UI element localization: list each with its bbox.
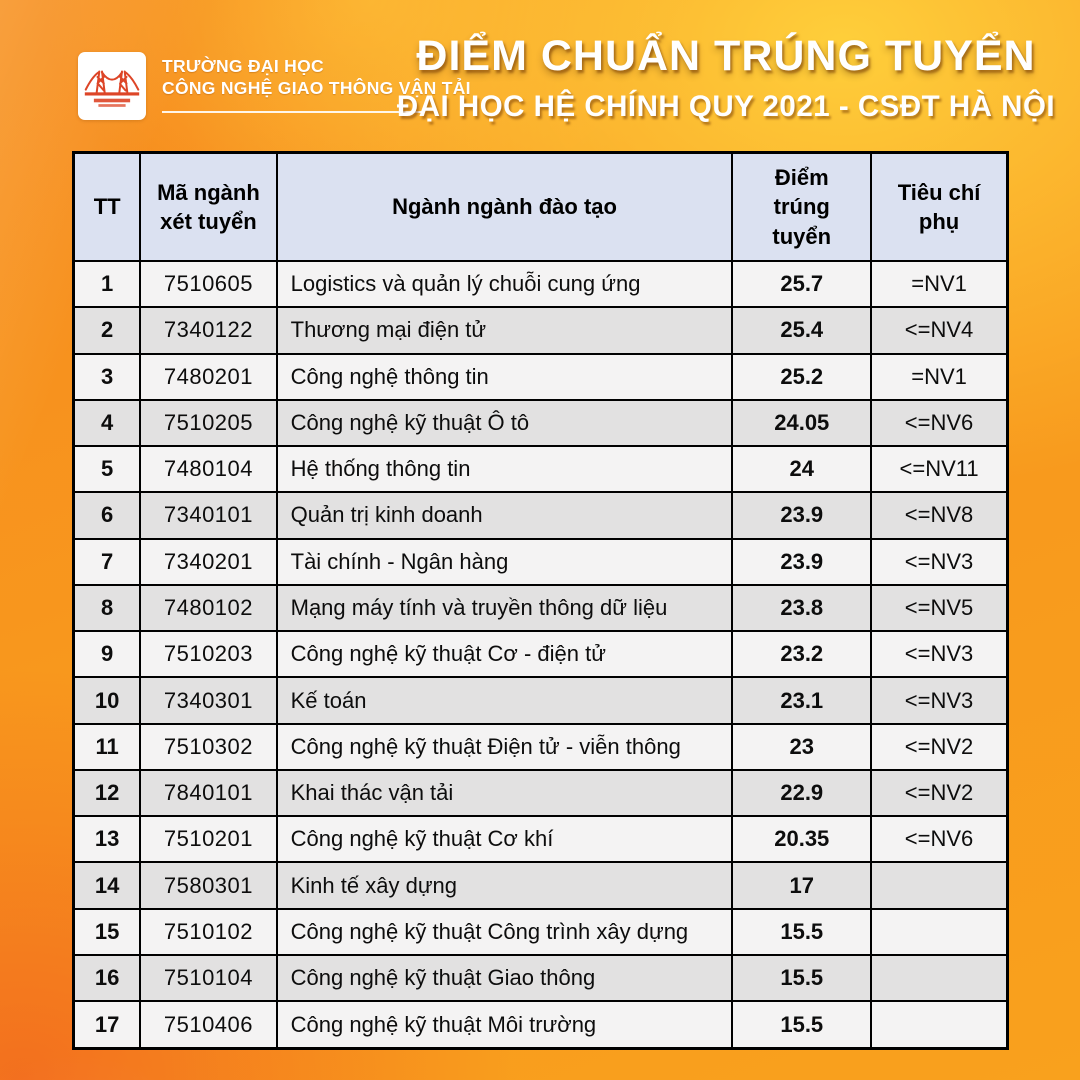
row-index-cell: 12 xyxy=(74,770,141,816)
header-cell-tt: TT xyxy=(74,153,141,262)
brand-underline-divider xyxy=(162,111,424,113)
row-index-cell: 9 xyxy=(74,631,141,677)
table-row xyxy=(74,909,1008,955)
major-name-cell: Kinh tế xây dựng xyxy=(277,862,733,908)
table-row xyxy=(74,1001,1008,1048)
criteria-cell: <=NV5 xyxy=(871,585,1007,631)
major-name-cell: Công nghệ kỹ thuật Điện tử - viễn thông xyxy=(277,724,733,770)
major-name-cell: Khai thác vận tải xyxy=(277,770,733,816)
table-header-row xyxy=(74,153,1008,262)
table-header xyxy=(74,153,1008,262)
major-name-cell: Kế toán xyxy=(277,677,733,723)
table-row xyxy=(74,955,1008,1001)
criteria-cell: <=NV4 xyxy=(871,307,1007,353)
university-logo xyxy=(78,52,146,120)
major-code-cell: 7340201 xyxy=(140,539,276,585)
major-code-cell: 7580301 xyxy=(140,862,276,908)
table-row xyxy=(74,400,1008,446)
table-row xyxy=(74,539,1008,585)
criteria-cell: <=NV6 xyxy=(871,400,1007,446)
major-code-cell: 7510205 xyxy=(140,400,276,446)
score-cell: 25.4 xyxy=(732,307,871,353)
university-name-line2: CÔNG NGHỆ GIAO THÔNG VẬN TẢI xyxy=(162,78,471,98)
score-cell: 23.1 xyxy=(732,677,871,723)
major-name-cell: Công nghệ kỹ thuật Giao thông xyxy=(277,955,733,1001)
score-cell: 17 xyxy=(732,862,871,908)
criteria-cell xyxy=(871,862,1007,908)
page-subtitle: ĐẠI HỌC HỆ CHÍNH QUY 2021 - CSĐT HÀ NỘI xyxy=(396,90,1056,123)
criteria-cell xyxy=(871,1001,1007,1048)
score-cell: 23 xyxy=(732,724,871,770)
row-index-cell: 15 xyxy=(74,909,141,955)
title-block xyxy=(390,32,1062,124)
major-code-cell: 7340101 xyxy=(140,492,276,538)
score-cell: 24 xyxy=(732,446,871,492)
score-cell: 15.5 xyxy=(732,909,871,955)
score-cell: 20.35 xyxy=(732,816,871,862)
criteria-cell: <=NV2 xyxy=(871,724,1007,770)
criteria-cell: <=NV3 xyxy=(871,677,1007,723)
major-code-cell: 7510104 xyxy=(140,955,276,1001)
major-code-cell: 7480104 xyxy=(140,446,276,492)
table-row xyxy=(74,354,1008,400)
major-code-cell: 7510203 xyxy=(140,631,276,677)
major-name-cell: Hệ thống thông tin xyxy=(277,446,733,492)
table-row xyxy=(74,307,1008,353)
row-index-cell: 13 xyxy=(74,816,141,862)
major-name-cell: Công nghệ thông tin xyxy=(277,354,733,400)
criteria-cell: =NV1 xyxy=(871,261,1007,307)
row-index-cell: 16 xyxy=(74,955,141,1001)
major-name-cell: Logistics và quản lý chuỗi cung ứng xyxy=(277,261,733,307)
table-row xyxy=(74,585,1008,631)
major-code-cell: 7840101 xyxy=(140,770,276,816)
scores-table-body xyxy=(74,261,1008,1049)
row-index-cell: 1 xyxy=(74,261,141,307)
score-cell: 25.2 xyxy=(732,354,871,400)
major-code-cell: 7340301 xyxy=(140,677,276,723)
major-code-cell: 7480201 xyxy=(140,354,276,400)
major-code-cell: 7510201 xyxy=(140,816,276,862)
criteria-cell: <=NV6 xyxy=(871,816,1007,862)
score-cell: 23.8 xyxy=(732,585,871,631)
major-code-cell: 7480102 xyxy=(140,585,276,631)
major-name-cell: Công nghệ kỹ thuật Công trình xây dựng xyxy=(277,909,733,955)
major-code-cell: 7510102 xyxy=(140,909,276,955)
criteria-cell xyxy=(871,955,1007,1001)
major-code-cell: 7340122 xyxy=(140,307,276,353)
major-name-cell: Thương mại điện tử xyxy=(277,307,733,353)
table-row xyxy=(74,816,1008,862)
row-index-cell: 4 xyxy=(74,400,141,446)
row-index-cell: 7 xyxy=(74,539,141,585)
row-index-cell: 3 xyxy=(74,354,141,400)
header-cell-code: Mã ngành xét tuyển xyxy=(140,153,276,262)
table-row xyxy=(74,631,1008,677)
score-cell: 15.5 xyxy=(732,955,871,1001)
criteria-cell: <=NV3 xyxy=(871,631,1007,677)
table-row xyxy=(74,446,1008,492)
row-index-cell: 14 xyxy=(74,862,141,908)
score-cell: 24.05 xyxy=(732,400,871,446)
major-code-cell: 7510302 xyxy=(140,724,276,770)
criteria-cell: =NV1 xyxy=(871,354,1007,400)
criteria-cell: <=NV11 xyxy=(871,446,1007,492)
criteria-cell: <=NV3 xyxy=(871,539,1007,585)
header-cell-major: Ngành ngành đào tạo xyxy=(277,153,733,262)
row-index-cell: 5 xyxy=(74,446,141,492)
score-cell: 23.9 xyxy=(732,492,871,538)
row-index-cell: 17 xyxy=(74,1001,141,1048)
suspension-bridge-logo-icon xyxy=(83,57,141,115)
major-name-cell: Công nghệ kỹ thuật Cơ khí xyxy=(277,816,733,862)
table-row xyxy=(74,770,1008,816)
score-cell: 23.9 xyxy=(732,539,871,585)
major-code-cell: 7510406 xyxy=(140,1001,276,1048)
major-name-cell: Quản trị kinh doanh xyxy=(277,492,733,538)
university-name-line1: TRƯỜNG ĐẠI HỌC xyxy=(162,56,324,76)
criteria-cell xyxy=(871,909,1007,955)
major-name-cell: Công nghệ kỹ thuật Môi trường xyxy=(277,1001,733,1048)
criteria-cell: <=NV8 xyxy=(871,492,1007,538)
row-index-cell: 11 xyxy=(74,724,141,770)
score-cell: 25.7 xyxy=(732,261,871,307)
score-cell: 22.9 xyxy=(732,770,871,816)
table-row xyxy=(74,492,1008,538)
score-cell: 15.5 xyxy=(732,1001,871,1048)
header-cell-criteria: Tiêu chí phụ xyxy=(871,153,1007,262)
row-index-cell: 8 xyxy=(74,585,141,631)
admission-scores-table xyxy=(72,151,1009,1050)
table-row xyxy=(74,862,1008,908)
major-name-cell: Công nghệ kỹ thuật Cơ - điện tử xyxy=(277,631,733,677)
table-row xyxy=(74,261,1008,307)
row-index-cell: 2 xyxy=(74,307,141,353)
page-title: ĐIỂM CHUẨN TRÚNG TUYỂN xyxy=(416,32,1036,80)
row-index-cell: 10 xyxy=(74,677,141,723)
row-index-cell: 6 xyxy=(74,492,141,538)
major-name-cell: Mạng máy tính và truyền thông dữ liệu xyxy=(277,585,733,631)
header-cell-score: Điểm trúng tuyển xyxy=(732,153,871,262)
table-row xyxy=(74,677,1008,723)
criteria-cell: <=NV2 xyxy=(871,770,1007,816)
major-name-cell: Công nghệ kỹ thuật Ô tô xyxy=(277,400,733,446)
score-cell: 23.2 xyxy=(732,631,871,677)
major-code-cell: 7510605 xyxy=(140,261,276,307)
table-row xyxy=(74,724,1008,770)
major-name-cell: Tài chính - Ngân hàng xyxy=(277,539,733,585)
